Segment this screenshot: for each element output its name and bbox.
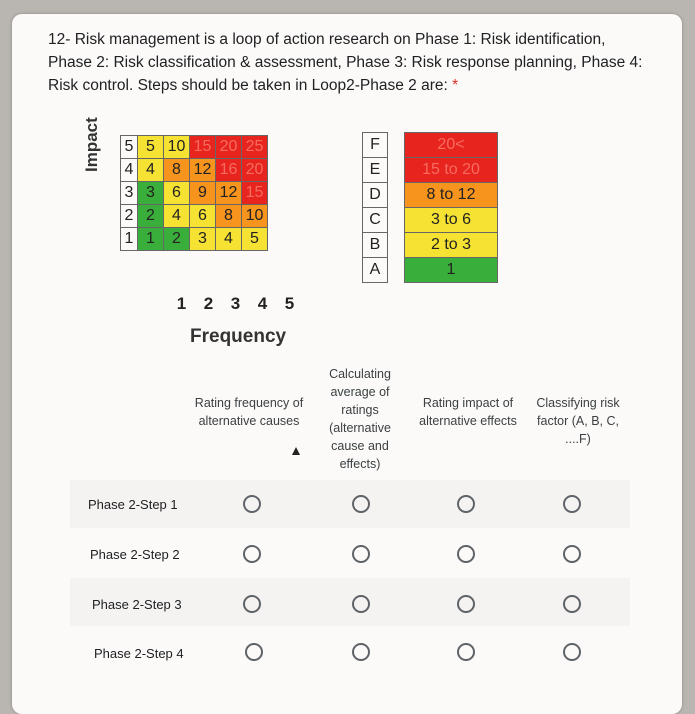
class-letter: F — [363, 133, 388, 158]
impact-axis-label: Impact — [82, 117, 101, 172]
legend-row — [363, 258, 498, 283]
matrix-cell: 5 — [242, 228, 268, 251]
matrix-cell: 3 — [190, 228, 216, 251]
column-header-rating-impact: Rating impact of alternative effects — [419, 396, 517, 428]
matrix-cell: 8 — [164, 159, 190, 182]
class-range: 1 — [405, 258, 498, 283]
class-letter: C — [363, 208, 388, 233]
frequency-axis-label: Frequency — [190, 326, 287, 347]
matrix-row — [121, 159, 268, 182]
class-range: 20< — [405, 133, 498, 158]
required-marker: * — [452, 77, 459, 94]
mouse-cursor-icon — [292, 447, 300, 455]
matrix-cell: 12 — [190, 159, 216, 182]
impact-value: 3 — [121, 182, 138, 205]
row-label-step-4: Phase 2-Step 4 — [94, 646, 184, 661]
class-letter: D — [363, 183, 388, 208]
legend-row — [363, 233, 498, 258]
matrix-row — [121, 182, 268, 205]
matrix-row — [121, 205, 268, 228]
impact-value: 1 — [121, 228, 138, 251]
radio-step1-impact[interactable] — [457, 495, 475, 513]
matrix-cell: 10 — [164, 136, 190, 159]
matrix-cell: 2 — [138, 205, 164, 228]
matrix-cell: 6 — [190, 205, 216, 228]
class-range: 3 to 6 — [405, 208, 498, 233]
class-letter: A — [363, 258, 388, 283]
matrix-cell: 3 — [138, 182, 164, 205]
frequency-value: 1 — [176, 294, 187, 313]
matrix-cell: 25 — [242, 136, 268, 159]
matrix-cell: 20 — [242, 159, 268, 182]
matrix-cell: 20 — [216, 136, 242, 159]
radio-step3-frequency[interactable] — [243, 595, 261, 613]
question-text: 12- Risk management is a loop of action research on Phase 1: Risk identification, Phase 2: Risk classification & assessment, Phase 3: Risk response planning, Phase 4: Risk control. Steps should be taken in Loop2-Phase 2 are: — [48, 31, 643, 94]
matrix-cell: 15 — [242, 182, 268, 205]
legend-row — [363, 208, 498, 233]
question-title — [48, 28, 648, 97]
matrix-cell: 9 — [190, 182, 216, 205]
radio-step1-average[interactable] — [352, 495, 370, 513]
radio-step2-frequency[interactable] — [243, 545, 261, 563]
matrix-cell: 4 — [216, 228, 242, 251]
risk-matrix — [120, 135, 268, 251]
class-range: 15 to 20 — [405, 158, 498, 183]
radio-step4-classify[interactable] — [563, 643, 581, 661]
column-header-average-ratings: Calculating average of ratings (alternative cause and effects) — [329, 367, 391, 471]
impact-value: 4 — [121, 159, 138, 182]
impact-value: 5 — [121, 136, 138, 159]
radio-step4-frequency[interactable] — [245, 643, 263, 661]
matrix-cell: 12 — [216, 182, 242, 205]
matrix-row — [121, 136, 268, 159]
radio-step4-impact[interactable] — [457, 643, 475, 661]
matrix-cell: 5 — [138, 136, 164, 159]
frequency-value: 2 — [203, 294, 214, 313]
class-letter: E — [363, 158, 388, 183]
row-label-step-3: Phase 2-Step 3 — [92, 597, 182, 612]
class-range: 2 to 3 — [405, 233, 498, 258]
radio-step4-average[interactable] — [352, 643, 370, 661]
frequency-values — [168, 294, 303, 314]
matrix-cell: 16 — [216, 159, 242, 182]
matrix-cell: 6 — [164, 182, 190, 205]
row-label-step-2: Phase 2-Step 2 — [90, 547, 180, 562]
matrix-cell: 1 — [138, 228, 164, 251]
class-range: 8 to 12 — [405, 183, 498, 208]
matrix-cell: 15 — [190, 136, 216, 159]
matrix-cell: 4 — [164, 205, 190, 228]
radio-step3-classify[interactable] — [563, 595, 581, 613]
matrix-row — [121, 228, 268, 251]
radio-step2-classify[interactable] — [563, 545, 581, 563]
matrix-cell: 4 — [138, 159, 164, 182]
class-letter: B — [363, 233, 388, 258]
impact-value: 2 — [121, 205, 138, 228]
column-header-rating-frequency: Rating frequency of alternative causes — [194, 396, 304, 428]
radio-step3-average[interactable] — [352, 595, 370, 613]
matrix-cell: 8 — [216, 205, 242, 228]
column-header-classifying-risk: Classifying risk factor (A, B, C, ....F) — [536, 396, 620, 446]
radio-step1-classify[interactable] — [563, 495, 581, 513]
legend-row — [363, 133, 498, 158]
frequency-value: 4 — [257, 294, 268, 313]
matrix-cell: 10 — [242, 205, 268, 228]
row-label-step-1: Phase 2-Step 1 — [88, 497, 178, 512]
legend-row — [363, 158, 498, 183]
risk-class-legend — [362, 132, 498, 283]
radio-step2-impact[interactable] — [457, 545, 475, 563]
frequency-value: 5 — [284, 294, 295, 313]
radio-step3-impact[interactable] — [457, 595, 475, 613]
legend-row — [363, 183, 498, 208]
frequency-value: 3 — [230, 294, 241, 313]
radio-step1-frequency[interactable] — [243, 495, 261, 513]
radio-step2-average[interactable] — [352, 545, 370, 563]
matrix-cell: 2 — [164, 228, 190, 251]
